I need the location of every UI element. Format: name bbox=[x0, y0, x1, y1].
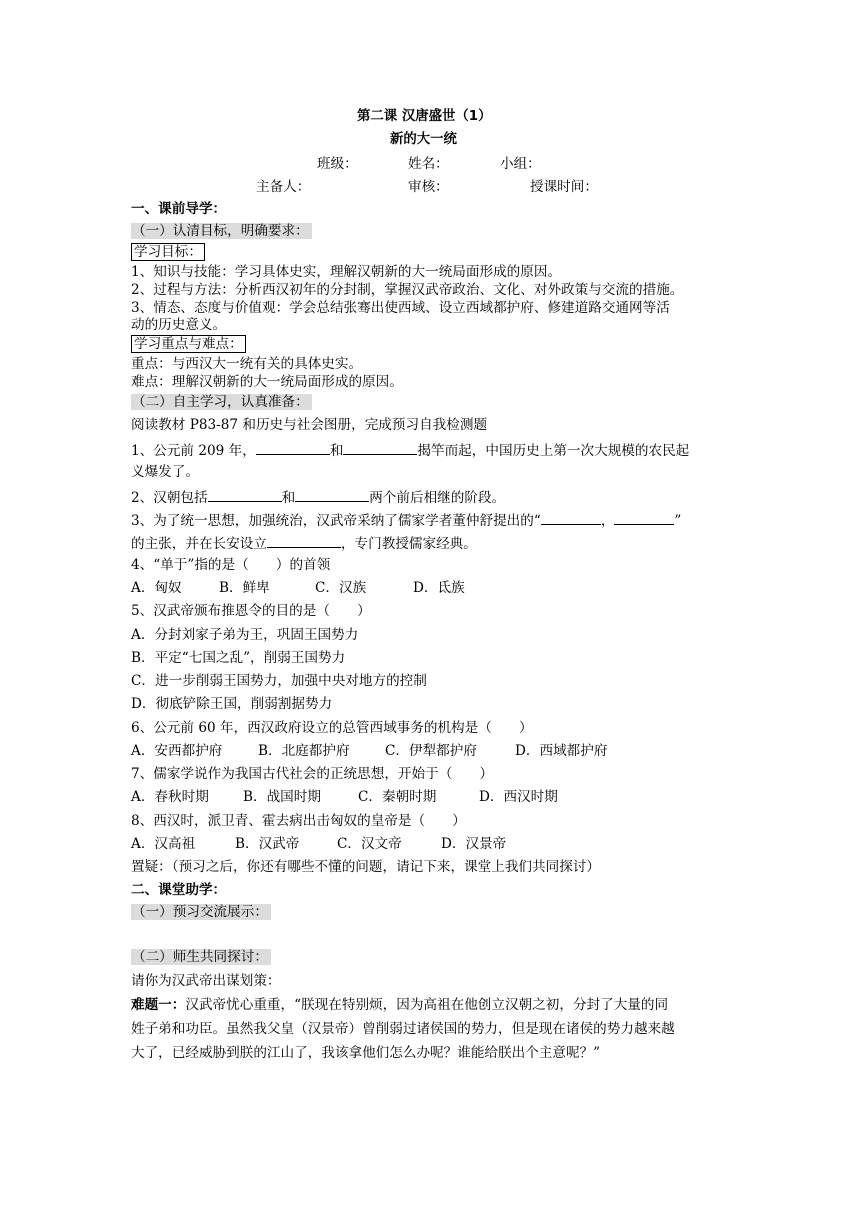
q5-option-d[interactable]: D．彻底铲除王国，削弱割据势力 bbox=[131, 696, 333, 712]
q4-option-c[interactable]: C．汉族 bbox=[315, 580, 367, 596]
question-7-stem: 7、儒家学说作为我国古代社会的正统思想，开始于（ ） bbox=[131, 766, 494, 782]
q5-option-a[interactable]: A．分封刘家子弟为王，巩固王国势力 bbox=[131, 627, 359, 643]
question-6-options bbox=[131, 742, 607, 760]
goal-line: 3、情态、态度与价值观：学会总结张骞出使西域、设立西域都护府、修建道路交通网等活 bbox=[131, 300, 670, 316]
q8-option-a[interactable]: A．汉高祖 bbox=[131, 836, 196, 852]
preparer-field-label: 主备人： bbox=[256, 179, 311, 195]
q6-option-c[interactable]: C．伊犁都护府 bbox=[385, 743, 477, 759]
question-3 bbox=[131, 510, 681, 530]
q7-option-a[interactable]: A．春秋时期 bbox=[131, 789, 209, 805]
q2-text-c: 两个前后相继的阶段。 bbox=[369, 490, 506, 506]
q3-text-b: ， bbox=[600, 513, 615, 529]
question-8-stem: 8、西汉时，派卫青、霍去病出击匈奴的皇帝是（ ） bbox=[131, 813, 466, 829]
q6-option-d[interactable]: D．西域都护府 bbox=[515, 743, 608, 759]
doubt-note: 置疑：（预习之后，你还有哪些不懂的问题，请记下来，课堂上我们共同探讨） bbox=[131, 859, 600, 875]
question-7-options bbox=[131, 788, 558, 806]
question-2 bbox=[131, 487, 505, 507]
s2-part2-title-row bbox=[131, 948, 271, 966]
question-6-stem: 6、公元前 60 年，西汉政府设立的总管西域事务的机构是（ ） bbox=[131, 720, 533, 736]
question-1 bbox=[131, 440, 689, 460]
problem-label: 难题一： bbox=[131, 997, 186, 1013]
goal-line: 2、过程与方法：分析西汉初年的分封制，掌握汉武帝政治、文化、对外政策与交流的措施。 bbox=[131, 282, 684, 298]
part2-title: （二）自主学习，认真准备： bbox=[131, 394, 312, 410]
key-point: 重点：与西汉大一统有关的具体史实。 bbox=[131, 356, 363, 372]
goal-line: 动的历史意义。 bbox=[131, 317, 227, 333]
question-4-stem: 4、“单于”指的是（ ）的首领 bbox=[131, 557, 331, 573]
q3-text-e: ，专门教授儒家经典。 bbox=[340, 536, 477, 552]
q6-option-b[interactable]: B．北庭都护府 bbox=[258, 743, 350, 759]
q1-text-b: 和 bbox=[329, 443, 344, 459]
q7-option-d[interactable]: D．西汉时期 bbox=[479, 789, 558, 805]
q8-option-b[interactable]: B．汉武帝 bbox=[235, 836, 300, 852]
section1-heading: 一、课前导学： bbox=[131, 201, 227, 217]
s2-part1-title: （一）预习交流展示： bbox=[131, 904, 271, 920]
key-label: 学习重点与难点： bbox=[131, 335, 246, 353]
page-subtitle: 新的大一统 bbox=[390, 132, 457, 147]
q4-option-b[interactable]: B．鲜卑 bbox=[219, 580, 270, 596]
problem-line bbox=[131, 996, 668, 1014]
q1-text-a: 1、公元前 209 年， bbox=[131, 443, 256, 459]
q2-blank-2[interactable] bbox=[295, 487, 369, 502]
part1-title: （一）认清目标，明确要求： bbox=[131, 223, 312, 239]
reviewer-field-label: 审核： bbox=[408, 179, 449, 195]
q5-option-c[interactable]: C．进一步削弱王国势力，加强中央对地方的控制 bbox=[131, 673, 427, 689]
q2-text-b: 和 bbox=[281, 490, 296, 506]
instruction: 阅读教材 P83-87 和历史与社会图册，完成预习自我检测题 bbox=[131, 417, 488, 433]
question-3-cont bbox=[131, 533, 477, 553]
q1-text-c: 揭竿而起，中国历史上第一次大规模的农民起 bbox=[417, 443, 690, 459]
q3-blank-2[interactable] bbox=[614, 510, 674, 525]
question-4-options bbox=[131, 579, 465, 597]
q8-option-d[interactable]: D．汉景帝 bbox=[441, 836, 507, 852]
name-field-label: 姓名： bbox=[408, 156, 449, 172]
q4-option-d[interactable]: D．氐族 bbox=[413, 580, 465, 596]
part2-title-row bbox=[131, 393, 312, 411]
question-5-stem: 5、汉武帝颁布推恩令的目的是（ ） bbox=[131, 603, 371, 619]
part1-title-row bbox=[131, 222, 312, 240]
s2-part1-title-row bbox=[131, 903, 271, 921]
goals-label: 学习目标： bbox=[131, 243, 205, 261]
q4-option-a[interactable]: A．匈奴 bbox=[131, 580, 182, 596]
difficulty: 难点：理解汉朝新的大一统局面形成的原因。 bbox=[131, 374, 403, 390]
question-1-cont: 义爆发了。 bbox=[131, 464, 199, 480]
q3-blank-3[interactable] bbox=[267, 533, 341, 548]
q3-text-c: ” bbox=[674, 513, 682, 529]
q2-blank-1[interactable] bbox=[208, 487, 282, 502]
s2-part2-title: （二）师生共同探讨： bbox=[131, 949, 271, 965]
problem-text: 汉武帝忧心重重，“朕现在特别烦，因为高祖在他创立汉朝之初，分封了大量的同 bbox=[185, 997, 669, 1013]
question-8-options bbox=[131, 835, 506, 853]
problem-line: 大了，已经威胁到朕的江山了，我该拿他们怎么办呢？谁能给朕出个主意呢？” bbox=[131, 1045, 601, 1061]
q1-blank-2[interactable] bbox=[343, 440, 417, 455]
q8-option-c[interactable]: C．汉文帝 bbox=[337, 836, 402, 852]
teaching-time-field-label: 授课时间： bbox=[530, 179, 598, 195]
q1-blank-1[interactable] bbox=[256, 440, 330, 455]
q5-option-b[interactable]: B．平定“七国之乱”，削弱王国势力 bbox=[131, 650, 346, 666]
group-field-label: 小组： bbox=[500, 156, 541, 172]
q3-text-d: 的主张，并在长安设立 bbox=[131, 536, 267, 552]
section2-heading: 二、课堂助学： bbox=[131, 882, 227, 898]
goal-line: 1、知识与技能：学习具体史实，理解汉朝新的大一统局面形成的原因。 bbox=[131, 264, 562, 280]
page-title: 第二课 汉唐盛世（1） bbox=[357, 109, 492, 124]
key-label-row bbox=[131, 335, 246, 353]
q3-blank-1[interactable] bbox=[541, 510, 601, 525]
q3-text-a: 3、为了统一思想，加强统治，汉武帝采纳了儒家学者董仲舒提出的“ bbox=[131, 513, 541, 529]
class-field-label: 班级： bbox=[317, 156, 358, 172]
goals-label-row bbox=[131, 243, 205, 261]
q6-option-a[interactable]: A．安西都护府 bbox=[131, 743, 223, 759]
q2-text-a: 2、汉朝包括 bbox=[131, 490, 208, 506]
problem-line: 姓子弟和功臣。虽然我父皇（汉景帝）曾削弱过诸侯国的势力，但是现在诸侯的势力越来越 bbox=[131, 1021, 675, 1037]
q7-option-c[interactable]: C．秦朝时期 bbox=[358, 789, 437, 805]
q7-option-b[interactable]: B．战国时期 bbox=[243, 789, 321, 805]
prompt: 请你为汉武帝出谋划策： bbox=[131, 973, 281, 989]
